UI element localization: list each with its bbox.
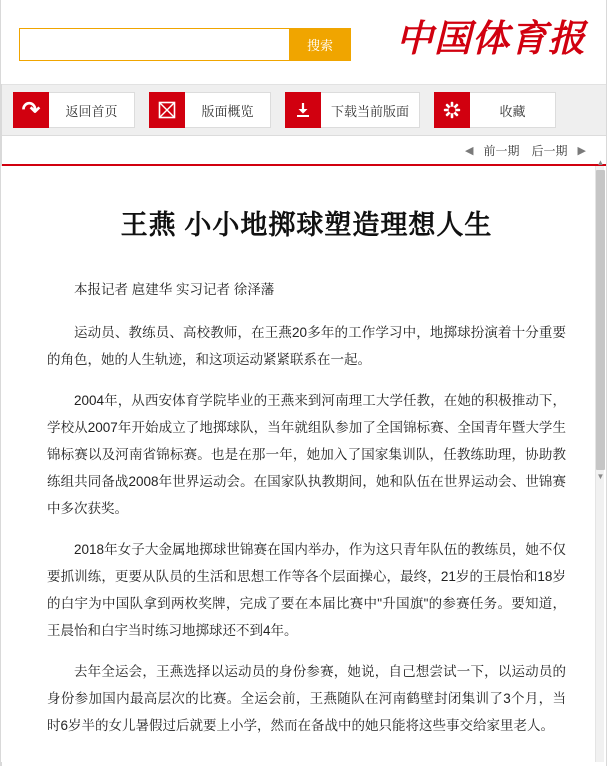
toolbar: [1, 84, 606, 136]
article-paragraph: 2004年，从西安体育学院毕业的王燕来到河南理工大学任教，在她的积极推动下，学校从2007年开始成立了地掷球队，当年就组队参加了全国锦标赛、全国青年暨大学生锦标赛以及河南省锦标赛。也是在那一年，她加入了国家集训队，任教练助理，协助教练组共同备战2008年世界运动会。在国家队执教期间，她和队伍在世界运动会、世锦赛中多次获奖。: [47, 392, 566, 516]
search-bar: [19, 28, 351, 61]
article-scroll-area: [1, 158, 606, 762]
toolbar-item-home-label[interactable]: 返回首页: [49, 92, 135, 128]
toolbar-item-overview-label[interactable]: 版面概览: [185, 92, 271, 128]
article-paragraph: 2018年女子大金属地掷球世锦赛在国内举办，作为这只青年队伍的教练员，她不仅要抓训练，更要从队员的生活和思想工作等各个层面操心，最终，21岁的王晨怡和18岁的白宇为中国队拿到两枚奖牌，完成了要在本届比赛中"升国旗"的参赛任务。要知道，王晨怡和白宇当时练习地掷球还不到4年。: [47, 541, 566, 638]
page-header: [1, 0, 606, 84]
prev-issue-link[interactable]: 前一期: [483, 143, 520, 158]
issue-pager: [1, 136, 606, 166]
search-input[interactable]: [19, 28, 289, 61]
article-byline: 本报记者 扈建华 实习记者 徐泽藩: [74, 282, 275, 298]
grid-layout-icon[interactable]: [149, 92, 185, 128]
toolbar-item-favorite-label[interactable]: 收藏: [470, 92, 556, 128]
vertical-scrollbar[interactable]: [595, 158, 605, 762]
scroll-up-arrow-icon[interactable]: ▲: [596, 158, 605, 167]
scrollbar-thumb[interactable]: [596, 158, 605, 481]
masthead-title: 中国体育报: [396, 19, 586, 60]
article-headline: 王燕 小小地掷球塑造理想人生: [120, 210, 493, 240]
toolbar-item-favorite[interactable]: [434, 92, 556, 128]
article-paragraph: 运动员、教练员、高校教师，在王燕20多年的工作学习中，地掷球扮演着十分重要的角色，她的人生轨迹，和这项运动紧紧联系在一起。: [47, 324, 566, 367]
next-issue-link[interactable]: 后一期: [531, 143, 568, 158]
toolbar-item-home[interactable]: [13, 92, 135, 128]
toolbar-item-download[interactable]: [285, 92, 420, 128]
toolbar-item-overview[interactable]: [149, 92, 271, 128]
refresh-arrow-icon[interactable]: [13, 92, 49, 128]
download-icon[interactable]: [285, 92, 321, 128]
gear-icon[interactable]: [434, 92, 470, 128]
article-paragraph: 去年全运会，王燕选择以运动员的身份参赛，她说，自己想尝试一下，以运动员的身份参加国内最高层次的比赛。全运会前，王燕随队在河南鹤壁封闭集训了3个月，当时6岁半的女儿暑假过后就要上小学，然而在备战中的她只能将这些事交给家里老人。: [47, 663, 566, 733]
next-issue-arrow-icon[interactable]: ▶: [577, 144, 586, 157]
search-button[interactable]: 搜索: [289, 28, 351, 61]
prev-issue-arrow-icon[interactable]: ◀: [465, 144, 474, 157]
scroll-down-arrow-icon[interactable]: ▼: [596, 472, 605, 481]
article-body: [1, 166, 606, 763]
toolbar-item-download-label[interactable]: 下载当前版面: [321, 92, 420, 128]
